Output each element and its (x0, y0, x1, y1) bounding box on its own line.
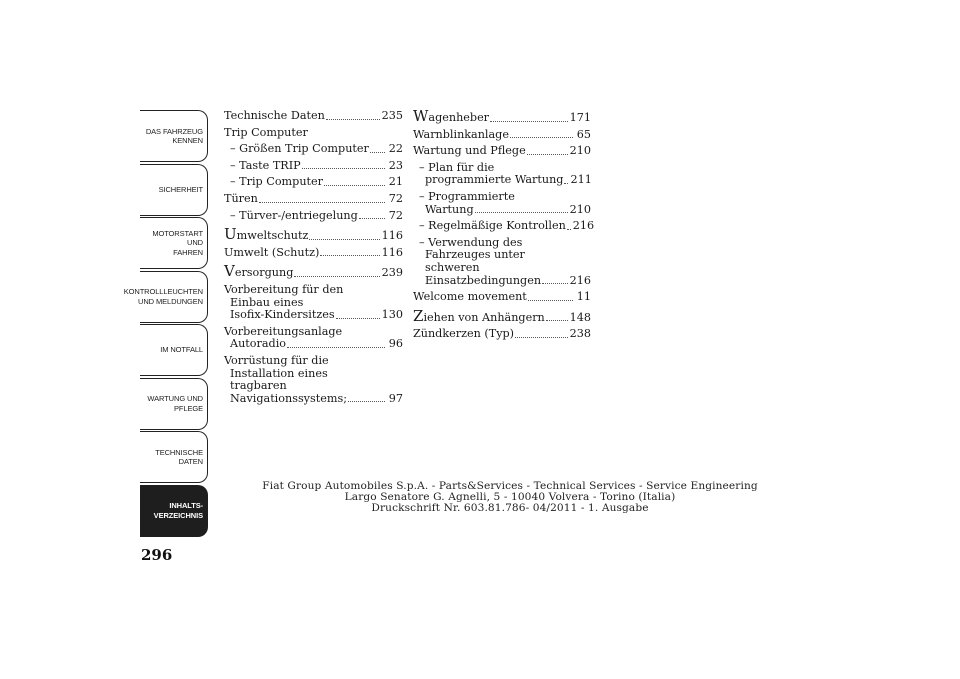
index-entry-line: – Plan für die (419, 160, 495, 174)
index-column-1 (224, 110, 403, 409)
index-page-number: 22 (388, 142, 403, 156)
index-entry[interactable] (224, 160, 403, 173)
footer-line-3: Druckschrift Nr. 603.81.786- 04/2011 - 1. Ausgabe (371, 502, 649, 514)
index-entry-text: Trip Computer (224, 125, 308, 139)
index-entry[interactable] (413, 219, 595, 233)
dot-leader (490, 121, 568, 122)
index-letter: W (413, 107, 429, 125)
index-entry-text: Welcome movement (413, 290, 527, 304)
index-page-number: 116 (381, 229, 403, 243)
sidebar-tab-7[interactable] (140, 485, 208, 537)
sidebar-tab-2[interactable] (140, 217, 208, 269)
sidebar-tab-label: WARTUNG UND PFLEGE (147, 394, 203, 413)
index-page-number: 72 (388, 191, 403, 205)
index-page-number: 216 (569, 273, 591, 287)
index-entry[interactable] (224, 262, 403, 281)
dot-leader (348, 401, 385, 402)
index-entry[interactable] (224, 355, 403, 405)
dot-leader (259, 202, 385, 203)
dot-leader (542, 283, 568, 284)
index-entry-text: Einsatzbedingungen (425, 273, 542, 287)
index-entry-text: – Regelmäßige Kontrollen (419, 219, 566, 233)
index-entry-text: – Türver-/entriegelung (230, 208, 358, 222)
index-entry-text: Wartung und Pflege (413, 144, 526, 158)
index-entry-line: schweren (425, 260, 480, 274)
dot-leader (359, 218, 385, 219)
index-entry[interactable] (413, 107, 591, 125)
index-entry-text: – Größen Trip Computer (230, 142, 369, 156)
index-page-number: 116 (381, 245, 403, 259)
dot-leader (527, 154, 568, 155)
sidebar-tab-0[interactable] (140, 110, 208, 162)
dot-leader (326, 119, 380, 120)
index-page-number: 23 (388, 158, 403, 172)
index-entry[interactable] (413, 162, 591, 187)
index-page-number: 65 (576, 127, 591, 141)
index-entry[interactable] (224, 247, 403, 260)
index-entry[interactable] (224, 127, 403, 140)
index-entry-text: Warnblinkanlage (413, 127, 509, 141)
index-page-number: 239 (381, 266, 403, 280)
index-entry-line: Einbau eines (230, 295, 304, 309)
index-entry-text: agenheber (428, 111, 490, 124)
index-entry-text: Wartung (425, 202, 474, 216)
index-entry-line: Vorbereitung für den (224, 282, 344, 296)
footer-line-2: Largo Senatore G. Agnelli, 5 - 10040 Volvera - Torino (Italia) (344, 491, 676, 503)
sidebar-tab-3[interactable] (123, 271, 208, 323)
dot-leader (324, 185, 385, 186)
index-entry-text: iehen von Anhängern (423, 310, 545, 324)
dot-leader (546, 320, 568, 321)
index-page-number: 130 (381, 308, 403, 322)
sidebar-tab-6[interactable] (140, 431, 208, 483)
index-entry[interactable] (413, 145, 591, 158)
index-page-number: 11 (576, 290, 591, 304)
index-entry[interactable] (224, 284, 403, 322)
index-entry[interactable] (224, 326, 403, 351)
index-letter: V (224, 262, 235, 281)
index-entry-text: Isofix-Kindersitzes (230, 308, 335, 322)
index-page-number: 238 (569, 327, 591, 341)
index-letter: U (224, 225, 237, 244)
sidebar-tab-label: DAS FAHRZEUG KENNEN (145, 126, 203, 145)
dot-leader (302, 168, 385, 169)
index-page-number: 96 (388, 337, 403, 351)
dot-leader (515, 337, 568, 338)
dot-leader (320, 255, 379, 256)
index-page-number: 171 (569, 111, 591, 124)
publisher-footer (240, 481, 780, 514)
sidebar-tab-label: KONTROLLLEUCHTEN UND MELDUNGEN (123, 287, 203, 306)
index-entry-text: – Trip Computer (230, 175, 323, 189)
index-entry-text: Technische Daten (224, 109, 325, 122)
index-entry-text: mweltschutz (236, 229, 309, 243)
index-entry-line: Fahrzeuges unter (425, 248, 525, 262)
index-page-number: 148 (569, 310, 591, 324)
index-page-number: 21 (388, 175, 403, 189)
index-entry-text: Zündkerzen (Typ) (413, 327, 515, 341)
sidebar-tab-label: INHALTS- VERZEICHNIS (153, 501, 203, 520)
index-entry-line: Vorbereitungsanlage (224, 324, 343, 338)
index-entry[interactable] (224, 225, 403, 244)
index-entry-text: Umwelt (Schutz) (224, 245, 320, 259)
sidebar-tab-label: SICHERHEIT (158, 184, 203, 194)
sidebar-tab-4[interactable] (140, 324, 208, 376)
index-entry[interactable] (413, 291, 591, 304)
index-entry[interactable] (224, 143, 403, 156)
index-entry-line: tragbaren (230, 379, 287, 393)
index-page-number: 72 (388, 208, 403, 222)
dot-leader (287, 347, 385, 348)
index-entry-text: Türen (224, 191, 258, 205)
sidebar-tab-label: MOTORSTART UND FAHREN (152, 228, 203, 257)
index-entry-text: programmierte Wartung (425, 173, 564, 187)
index-entry-text: Autoradio (230, 337, 287, 351)
index-page-number: 210 (569, 202, 591, 216)
index-entry-line: – Verwendung des (419, 235, 523, 249)
dot-leader (370, 152, 385, 153)
index-entry[interactable] (224, 176, 403, 189)
sidebar-tab-1[interactable] (140, 164, 208, 216)
dot-leader (475, 212, 568, 213)
index-page-number: 97 (388, 391, 403, 405)
dot-leader (510, 137, 573, 138)
index-page-number: 235 (381, 109, 403, 122)
dot-leader (564, 183, 568, 184)
dot-leader (336, 318, 380, 319)
index-entry[interactable] (224, 110, 403, 123)
index-page-number: 211 (570, 173, 592, 187)
dot-leader (528, 300, 573, 301)
sidebar-tab-label: TECHNISCHE DATEN (155, 447, 203, 466)
dot-leader (294, 276, 379, 277)
index-entry-line: Vorrüstung für die (224, 353, 329, 367)
index-entry[interactable] (413, 129, 591, 142)
dot-leader (567, 229, 571, 230)
sidebar-tab-label: IM NOTFALL (160, 345, 203, 355)
index-entry[interactable] (413, 328, 591, 341)
index-entry[interactable] (413, 191, 591, 216)
index-entry-line: Installation eines (230, 366, 328, 380)
footer-line-1: Fiat Group Automobiles S.p.A. - Parts&Services - Technical Services - Service Engineering (262, 480, 758, 492)
index-entry-text: – Taste TRIP (230, 158, 301, 172)
index-entry[interactable] (224, 210, 403, 223)
index-page-number: 210 (569, 144, 591, 158)
sidebar-tab-5[interactable] (140, 378, 208, 430)
index-entry[interactable] (413, 237, 591, 287)
index-column-2 (413, 107, 595, 345)
page-number: 296 (141, 546, 173, 564)
index-entry-text: ersorgung (234, 266, 294, 280)
index-letter: Z (413, 306, 424, 325)
index-entry[interactable] (413, 306, 591, 325)
index-entry-line: – Programmierte (419, 189, 515, 203)
index-entry[interactable] (224, 193, 403, 206)
index-entry-text: Navigationssystems; (230, 391, 347, 405)
dot-leader (309, 239, 379, 240)
index-page-number: 216 (572, 219, 595, 233)
